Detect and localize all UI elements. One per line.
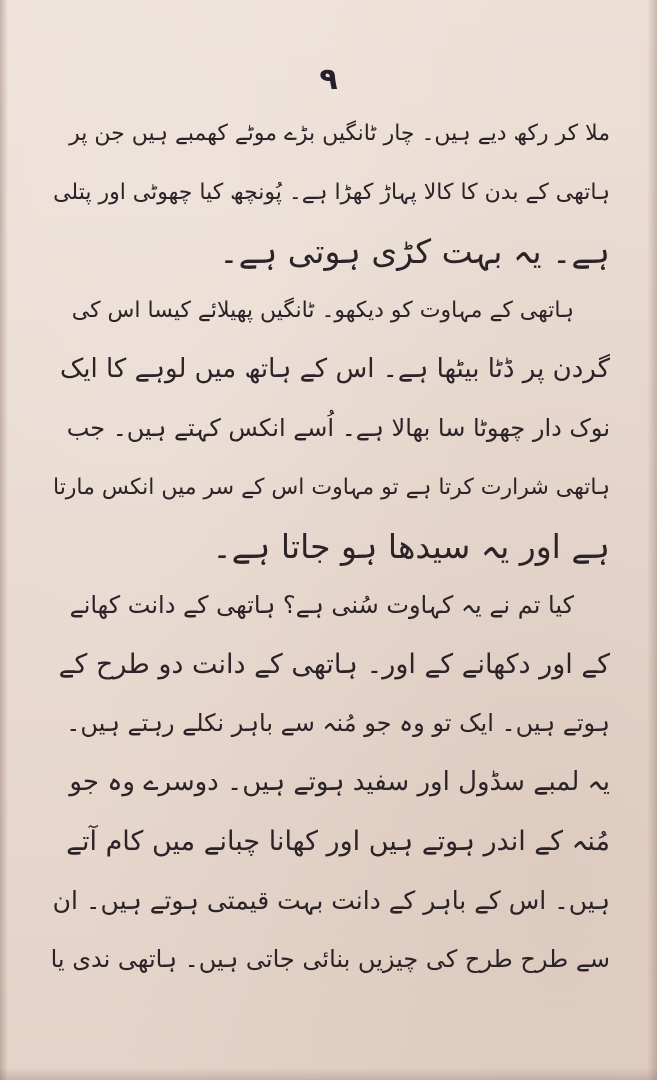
page-edge-shadow-bottom [0, 1068, 657, 1080]
text-line: ہیں۔ اس کے باہر کے دانت بہت قیمتی ہوتے ہیں۔ ان [52, 886, 610, 915]
text-line: سے طرح طرح کی چیزیں بنائی جاتی ہیں۔ ہاتھی ندی یا [50, 945, 610, 973]
text-line: مُنہ کے اندر ہوتے ہیں اور کھانا چبانے میں کام آتے [66, 826, 610, 857]
text-line: ہاتھی کے بدن کا کالا پہاڑ کھڑا ہے۔ پُونچھ کیا چھوٹی اور پتلی [53, 180, 610, 205]
body-text [50, 104, 610, 989]
page-edge-shadow-left [0, 0, 8, 1080]
text-line: گردن پر ڈٹا بیٹھا ہے۔ اس کے ہاتھ میں لوہے کا ایک [60, 354, 610, 384]
text-line: ہوتے ہیں۔ ایک تو وہ جو مُنہ سے باہر نکلے رہتے ہیں۔ [66, 709, 610, 737]
paragraph-start-line: کیا تم نے یہ کہاوت سُنی ہے؟ ہاتھی کے دانت کھانے [69, 591, 574, 619]
page-edge-shadow-right [647, 0, 657, 1080]
text-line: یہ لمبے سڈول اور سفید ہوتے ہیں۔ دوسرے وہ جو [69, 767, 610, 797]
text-line: ہے۔ یہ بہت کڑی ہوتی ہے۔ [219, 232, 610, 271]
paragraph-start-line: ہاتھی کے مہاوت کو دیکھو۔ ٹانگیں پھیلائے کیسا اس کی [71, 298, 574, 323]
text-line: ہاتھی شرارت کرتا ہے تو مہاوت اس کے سر میں انکس مارتا [52, 475, 610, 500]
text-line: ہے اور یہ سیدھا ہو جاتا ہے۔ [212, 527, 610, 566]
text-line: ملا کر رکھ دیے ہیں۔ چار ٹانگیں بڑے موٹے کھمبے ہیں جن پر [69, 121, 610, 146]
text-line: نوک دار چھوٹا سا بھالا ہے۔ اُسے انکس کہتے ہیں۔ جب [66, 414, 610, 442]
page-number: ۹ [319, 62, 338, 97]
text-line: کے اور دکھانے کے اور۔ ہاتھی کے دانت دو طرح کے [58, 649, 610, 680]
